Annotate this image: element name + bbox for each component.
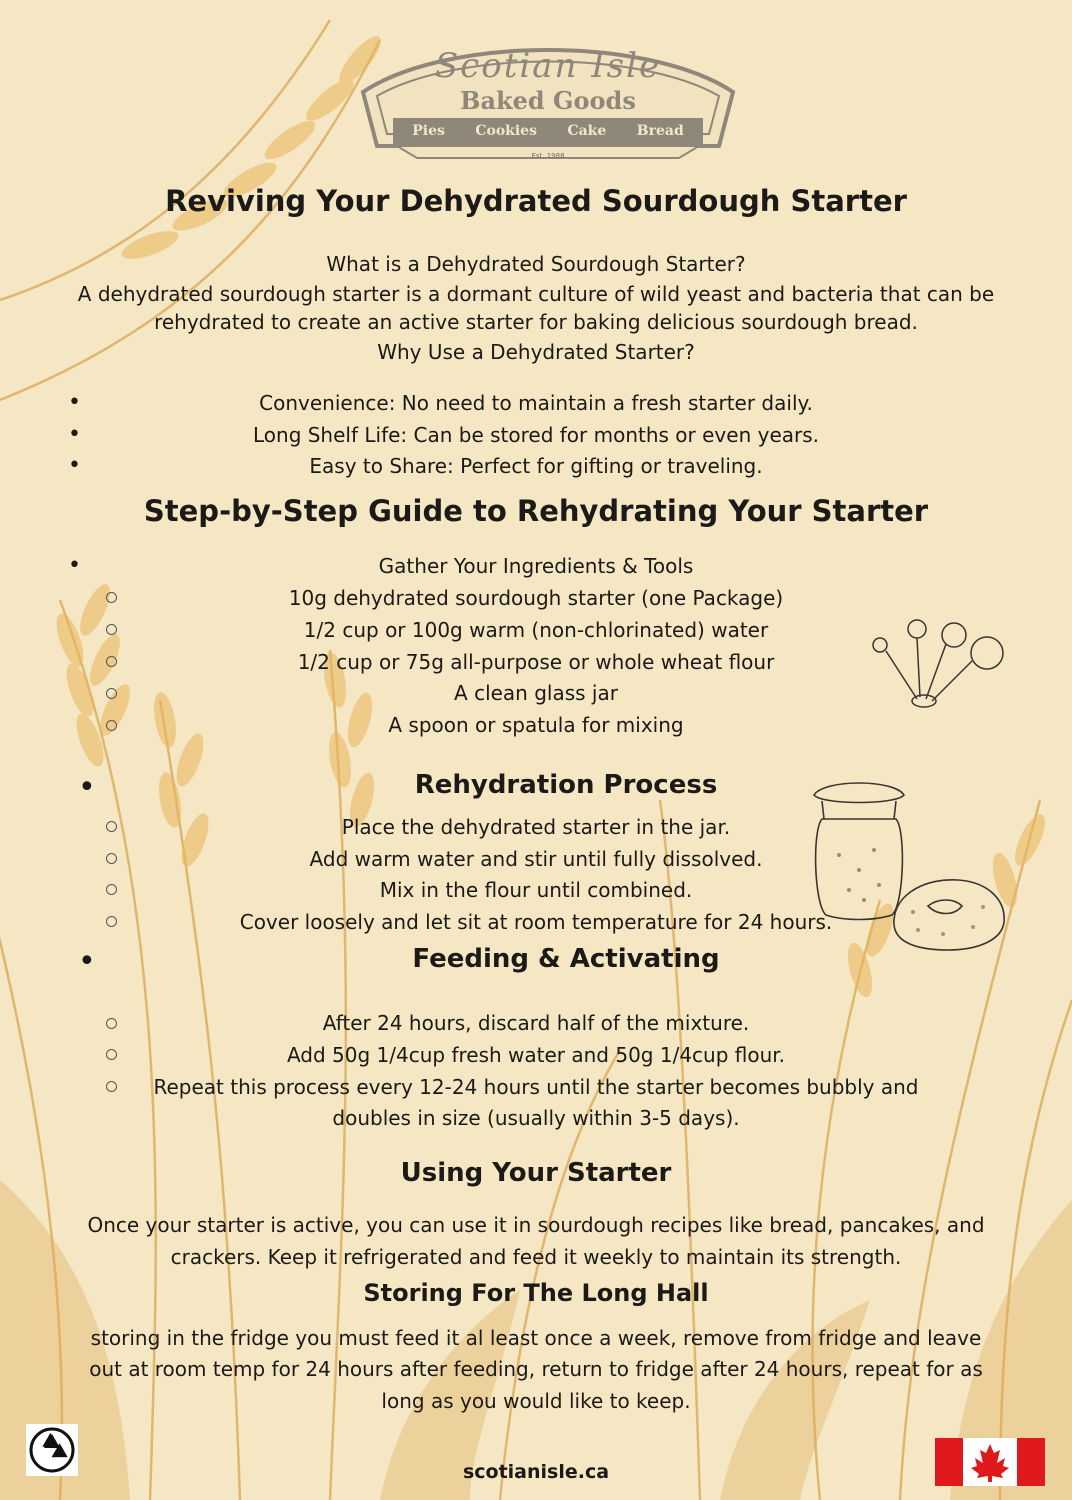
- using-title: Using Your Starter: [400, 1158, 672, 1188]
- feeding-item: Repeat this process every 12-24 hours until the starter becomes bubbly and: [153, 1075, 919, 1099]
- benefit-item: Convenience: No need to maintain a fresh starter daily.: [259, 391, 813, 415]
- logo-category: Bread: [636, 123, 684, 139]
- storing-text: long as you would like to keep.: [381, 1389, 691, 1413]
- recycle-icon: [26, 1424, 78, 1476]
- storing-text: storing in the fridge you must feed it al least once a week, remove from fridge and leave: [90, 1326, 982, 1350]
- logo-name: Scotian Isle: [434, 46, 662, 86]
- bullet: •: [68, 422, 81, 447]
- intro-answer: rehydrated to create an active starter for baking delicious sourdough bread.: [154, 310, 918, 334]
- bullet: •: [68, 453, 81, 478]
- rehydration-item: Place the dehydrated starter in the jar.: [341, 815, 731, 839]
- logo-categories: [397, 123, 699, 139]
- website-link[interactable]: scotianisle.ca: [462, 1461, 610, 1483]
- gather-item: 10g dehydrated sourdough starter (one Package): [288, 586, 784, 610]
- measuring-spoons-icon: [862, 615, 1010, 715]
- bullet: •: [68, 390, 81, 415]
- rehydration-item: Add warm water and stir until fully dissolved.: [309, 847, 763, 871]
- gather-title: Gather Your Ingredients & Tools: [378, 554, 694, 578]
- logo-category: Cake: [567, 123, 607, 139]
- bullet: •: [78, 944, 96, 979]
- feeding-item: Add 50g 1/4cup fresh water and 50g 1/4cup flour.: [286, 1043, 786, 1067]
- feeding-title: Feeding & Activating: [412, 944, 720, 974]
- page-title: Reviving Your Dehydrated Sourdough Starter: [165, 184, 907, 218]
- storing-title: Storing For The Long Hall: [363, 1279, 709, 1307]
- benefit-item: Long Shelf Life: Can be stored for months or even years.: [252, 423, 819, 447]
- benefit-item: Easy to Share: Perfect for gifting or traveling.: [309, 454, 763, 478]
- bullet: •: [78, 770, 96, 805]
- gather-item: 1/2 cup or 75g all-purpose or whole wheat flour: [297, 650, 775, 674]
- intro-answer: A dehydrated sourdough starter is a dormant culture of wild yeast and bacteria that can be: [77, 282, 995, 306]
- feeding-item: After 24 hours, discard half of the mixture.: [322, 1011, 750, 1035]
- intro-question: Why Use a Dehydrated Starter?: [377, 340, 695, 364]
- logo-subtitle: Baked Goods: [460, 86, 636, 115]
- rehydration-item: Cover loosely and let sit at room temperature for 24 hours.: [239, 910, 833, 934]
- storing-text: out at room temp for 24 hours after feeding, return to fridge after 24 hours, repeat for as: [89, 1357, 983, 1381]
- gather-item: A spoon or spatula for mixing: [388, 713, 684, 737]
- rehydration-item: Mix in the flour until combined.: [379, 878, 693, 902]
- logo-established: Est. 1988: [531, 152, 565, 160]
- canada-flag-icon: [935, 1438, 1045, 1486]
- logo-category: Pies: [412, 123, 445, 139]
- intro-question: What is a Dehydrated Sourdough Starter?: [326, 252, 746, 276]
- gather-item: A clean glass jar: [454, 681, 618, 705]
- logo-category: Cookies: [475, 123, 537, 139]
- bullet: •: [68, 553, 81, 578]
- feeding-item: doubles in size (usually within 3-5 days).: [332, 1106, 740, 1130]
- guide-title: Step-by-Step Guide to Rehydrating Your Starter: [143, 494, 929, 528]
- bread-icon: [888, 872, 1010, 954]
- rehydration-title: Rehydration Process: [414, 770, 718, 800]
- gather-item: 1/2 cup or 100g warm (non-chlorinated) water: [303, 618, 769, 642]
- using-text: Once your starter is active, you can use it in sourdough recipes like bread, pancakes, and: [87, 1213, 985, 1237]
- using-text: crackers. Keep it refrigerated and feed it weekly to maintain its strength.: [170, 1245, 902, 1269]
